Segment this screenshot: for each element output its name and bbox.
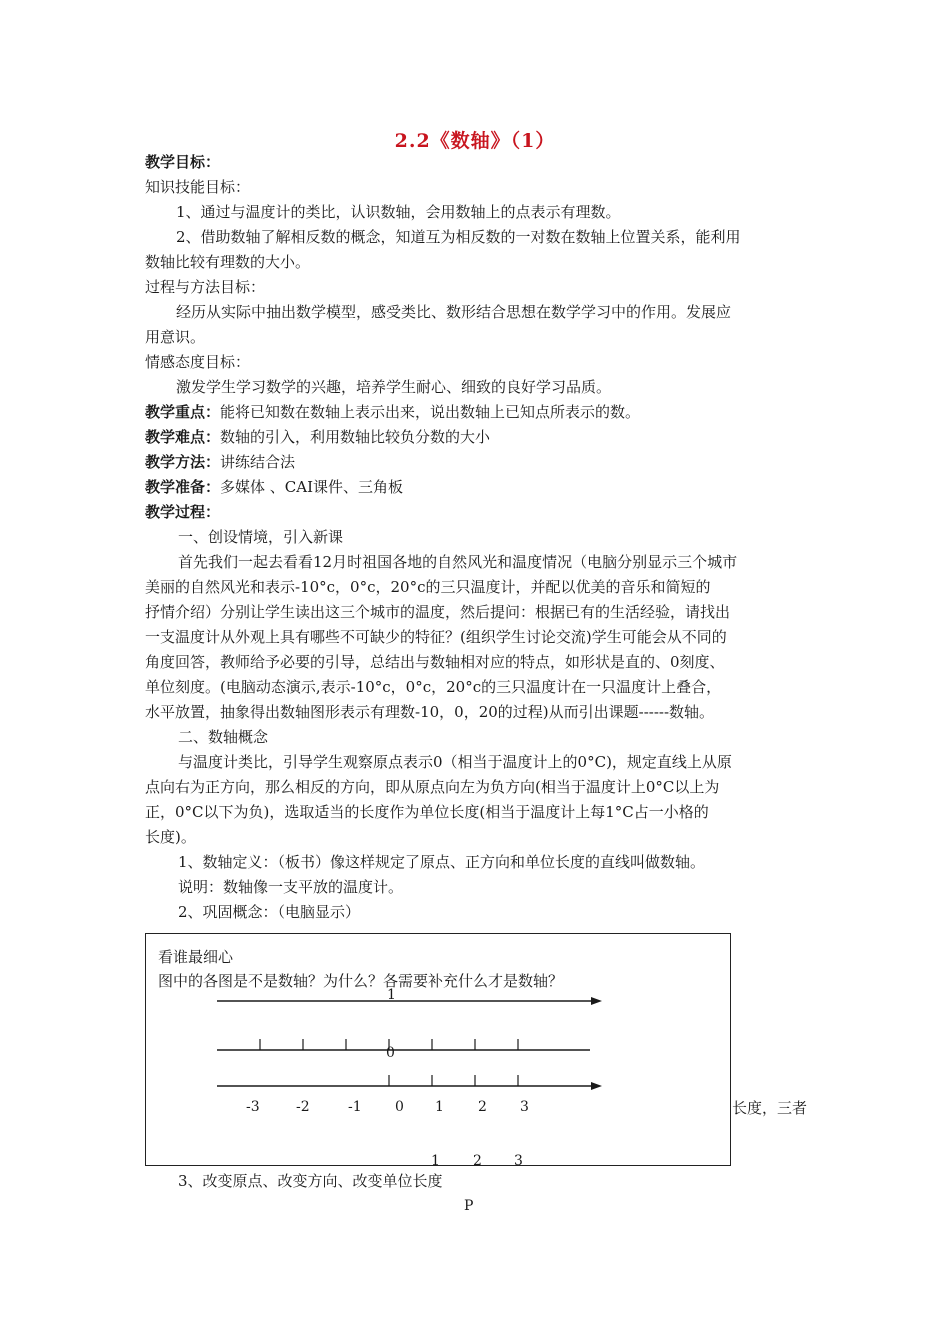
paragraph: 经历从实际中抽出数学模型，感受类比、数形结合思想在数学学习中的作用。发展应: [176, 303, 732, 321]
axis-3: [217, 1075, 602, 1115]
paragraph: 长度)。: [145, 828, 196, 846]
preparation-line: [145, 477, 403, 497]
paragraph: 2、借助数轴了解相反数的概念，知道互为相反数的一对数在数轴上位置关系，能利用: [176, 228, 741, 246]
preparation-label: 教学准备：: [145, 478, 221, 496]
paragraph: 2、巩固概念：（电脑显示）: [178, 903, 361, 921]
paragraph: 激发学生学习数学的兴趣，培养学生耐心、细致的良好学习品质。: [176, 378, 612, 396]
difficulty-label: 教学难点：: [145, 428, 221, 446]
number-line-figures: [146, 934, 730, 1165]
paragraph: 3、改变原点、改变方向、改变单位长度: [178, 1172, 443, 1190]
paragraph: 点向右为正方向，那么相反的方向，即从原点向左为负方向(相当于温度计上0°C以上为: [145, 778, 720, 796]
paragraph: 一支温度计从外观上具有哪些不可缺少的特征？(组织学生讨论交流)学生可能会从不同的: [145, 628, 727, 646]
arrow-head: [591, 997, 602, 1005]
box-heading: 看谁最细心: [158, 948, 234, 966]
arrow-head: [591, 1082, 602, 1090]
paragraph: 美丽的自然风光和表示-10°c，0°c，20°c的三只温度计，并配以优美的音乐和简短的: [145, 578, 711, 596]
tick-label: 0: [395, 1099, 404, 1115]
box-question: 图中的各图是不是数轴？为什么？各需要补充什么才是数轴？: [158, 972, 564, 990]
tick-label: 1: [431, 1153, 440, 1165]
paragraph: 单位刻度。(电脑动态演示,表示-10°c，0°c，20°c的三只温度计在一只温度计上叠合，: [145, 678, 722, 696]
document-title: 2.2《数轴》（1）: [394, 130, 556, 152]
key-point-text: 能将已知数在数轴上表示出来，说出数轴上已知点所表示的数。: [220, 403, 641, 421]
subheading-knowledge: 知识技能目标：: [145, 178, 251, 196]
subheading-attitude: 情感态度目标：: [145, 353, 251, 371]
heading-procedure: 教学过程：: [145, 503, 221, 521]
exercise-box: [145, 933, 731, 1166]
page-mark: P: [464, 1198, 474, 1214]
method-text: 讲练结合法: [220, 453, 296, 471]
paragraph: 1、数轴定义：（板书）像这样规定了原点、正方向和单位长度的直线叫做数轴。: [178, 853, 706, 871]
tick-label: 3: [514, 1153, 523, 1165]
overlapped-text: 长度，三者: [732, 1099, 808, 1117]
axis-2: [217, 1039, 590, 1061]
paragraph: 正，0°C以下为负)，选取适当的长度作为单位长度(相当于温度计上每1°C占一小格的: [145, 803, 709, 821]
tick-label: 1: [435, 1099, 444, 1115]
paragraph: 与温度计类比，引导学生观察原点表示0（相当于温度计上的0°C)，规定直线上从原: [178, 753, 732, 771]
paragraph: 用意识。: [145, 328, 206, 346]
tick-label: -2: [296, 1099, 310, 1115]
paragraph: 水平放置，抽象得出数轴图形表示有理数-10，0，20的过程)从而引出课题------数轴。: [145, 703, 715, 721]
tick-label: 2: [478, 1099, 487, 1115]
method-label: 教学方法：: [145, 453, 221, 471]
section-heading: 二、数轴概念: [178, 728, 269, 746]
paragraph: 角度回答，教师给予必要的引导，总结出与数轴相对应的特点，如形状是直的、0刻度、: [145, 653, 725, 671]
preparation-text: 多媒体 、CAI课件、三角板: [220, 478, 404, 496]
method-line: [145, 452, 295, 472]
paragraph: 数轴比较有理数的大小。: [145, 253, 311, 271]
paragraph: 说明：数轴像一支平放的温度计。: [178, 878, 404, 896]
key-point-label: 教学重点：: [145, 403, 221, 421]
tick-label: 3: [520, 1099, 529, 1115]
paragraph: 首先我们一起去看看12月时祖国各地的自然风光和温度情况（电脑分别显示三个城市: [178, 553, 738, 571]
paragraph: 1、通过与温度计的类比，认识数轴，会用数轴上的点表示有理数。: [176, 203, 621, 221]
axis-1: [217, 987, 602, 1005]
paragraph: 抒情介绍）分别让学生读出这三个城市的温度，然后提问：根据已有的生活经验，请找出: [145, 603, 731, 621]
tick-label: -3: [246, 1099, 260, 1115]
difficulty-line: [145, 427, 490, 447]
subheading-process: 过程与方法目标：: [145, 278, 266, 296]
axis-1-label: 1: [387, 987, 396, 1003]
section-heading: 一、创设情境，引入新课: [178, 528, 344, 546]
key-point-line: [145, 402, 640, 422]
heading-objectives: 教学目标：: [145, 153, 221, 171]
bottom-labels: [431, 1153, 523, 1165]
difficulty-text: 数轴的引入，利用数轴比较负分数的大小: [220, 428, 491, 446]
tick-label: 2: [473, 1153, 482, 1165]
axis-2-label: 0: [386, 1045, 395, 1061]
tick-label: -1: [348, 1099, 362, 1115]
